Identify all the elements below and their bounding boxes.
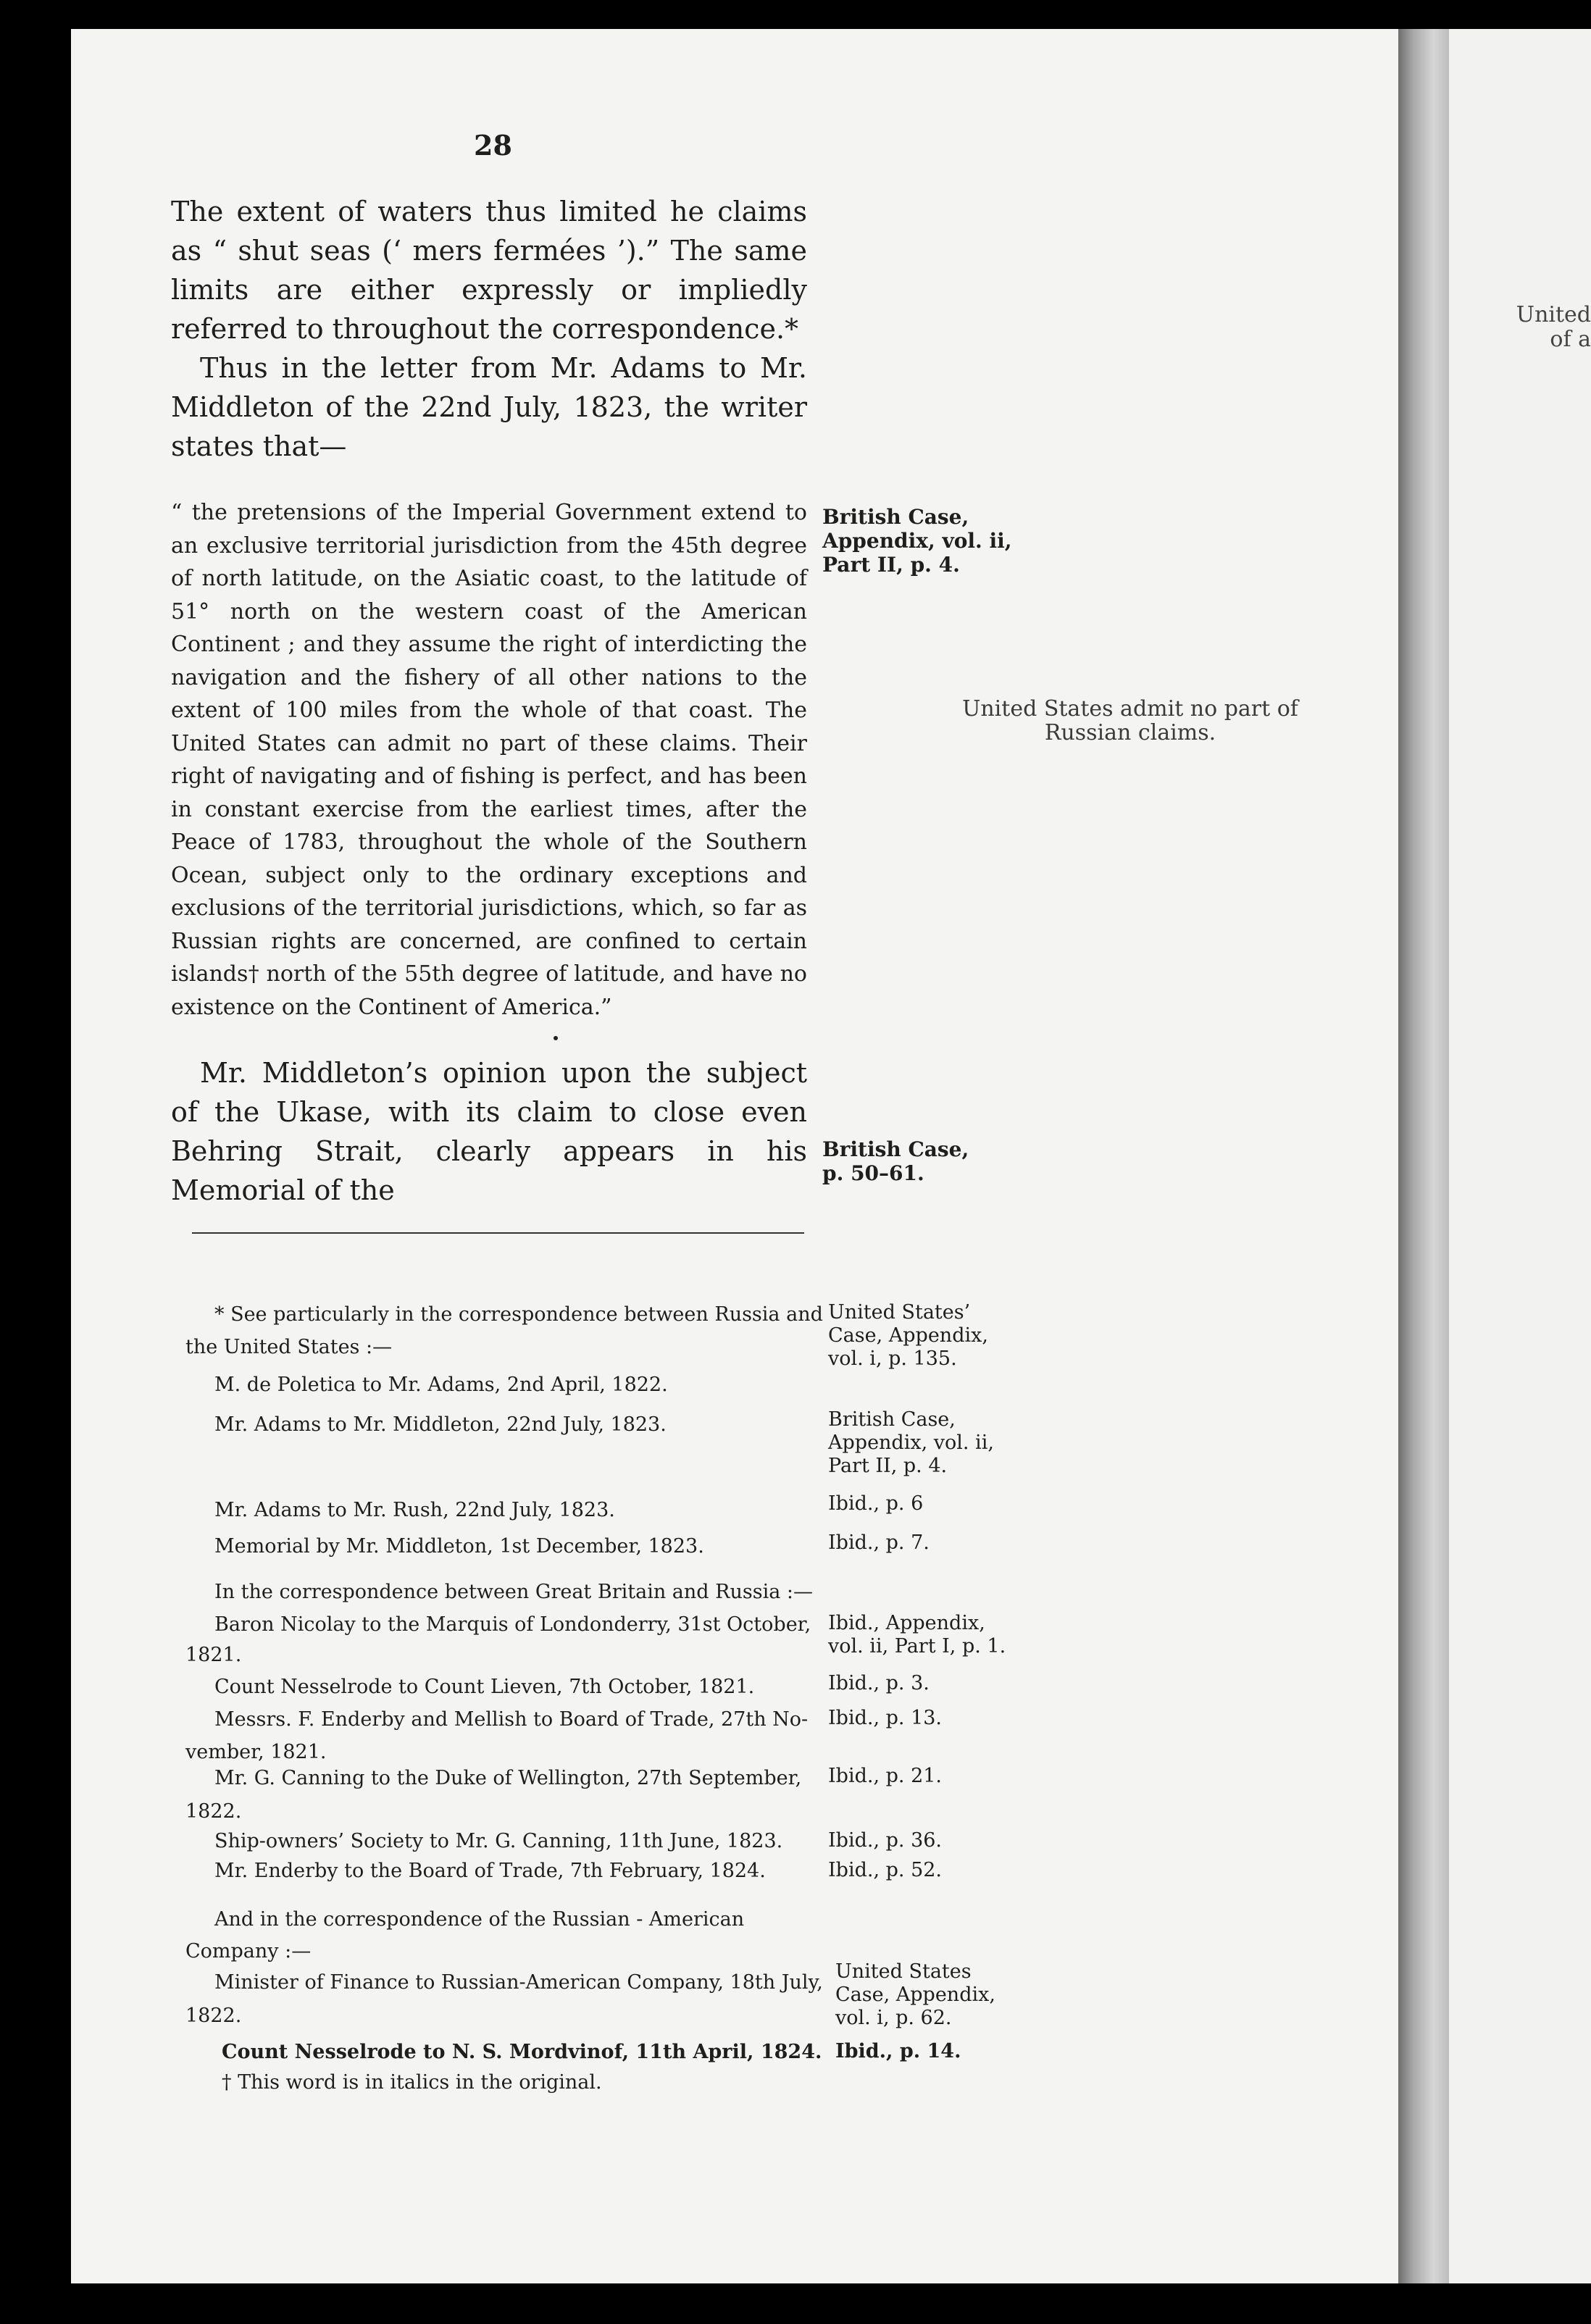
footnote-ref-2: British Case, Appendix, vol. ii, Part II, p. 4.: [828, 1408, 994, 1477]
footnote-ref-9: Ibid., p. 36.: [828, 1829, 943, 1852]
footnote-ref-10: Ibid., p. 52.: [828, 1859, 943, 1881]
footnote-rule: [192, 1232, 804, 1234]
adjacent-page: [1449, 29, 1591, 2283]
margin-note-us-admit: United States admit no part of Russian claims.: [962, 696, 1298, 745]
footnote-ref-5: Ibid., Appendix, vol. ii, Part I, p. 1.: [828, 1612, 1006, 1658]
footnote-11a: Minister of Finance to Russian-American Company, 18th July,: [214, 1971, 823, 1994]
footnote-12: Count Nesselrode to N. S. Mordvinof, 11th April, 1824.: [222, 2041, 822, 2063]
footnote-ref-6: Ibid., p. 3.: [828, 1672, 930, 1694]
footnote-8a: Mr. G. Canning to the Duke of Wellington, 27th September,: [214, 1767, 802, 1789]
main-text-top: [171, 192, 807, 466]
footnote-9: Ship-owners’ Society to Mr. G. Canning, 11th June, 1823.: [214, 1830, 783, 1852]
footnote-ref-7: Ibid., p. 13.: [828, 1707, 943, 1729]
footnote-dagger: † This word is in italics in the original.: [222, 2071, 602, 2094]
footnote-11b: 1822.: [185, 2005, 242, 2027]
footnote-ref-4: Ibid., p. 7.: [828, 1531, 930, 1554]
footnote-ref-1: United States’ Case, Appendix, vol. i, p. 135.: [828, 1301, 988, 1370]
footnote-7a: Messrs. F. Enderby and Mellish to Board of Trade, 27th No-: [214, 1708, 809, 1731]
footnote-intro-2: the United States :—: [185, 1336, 393, 1358]
footnote-ref-8: Ibid., p. 21.: [828, 1765, 943, 1787]
footnote-4: Memorial by Mr. Middleton, 1st December, 1823.: [214, 1535, 704, 1558]
footnote-5b: 1821.: [185, 1644, 242, 1666]
paragraph-3: [171, 1053, 807, 1210]
footnote-ra-intro-2: Company :—: [185, 1940, 312, 1963]
page-edge-shadow: [1398, 29, 1449, 2283]
adjacent-page-fragment: United of a: [1516, 302, 1591, 352]
quotation: “ the pretensions of the Imperial Government extend to an exclusive territorial jurisdiction from the 45th degree of north latitude, on the Asiatic coast, to the latitude of 51° north on the western coast of the American Continent ; and they assume the right of interdicting the navigation and the fishery of all other nations to the extent of 100 miles from the whole of that coast. The United States can admit no part of these claims. Their right of navigating and of fishing is perfect, and has been in constant exercise from the earliest times, after the Peace of 1783, throughout the whole of the Southern Ocean, subject only to the ordinary exceptions and exclusions of the territorial jurisdictions, which, so far as Russian rights are concerned, are confined to certain islands† north of the 55th degree of latitude, and have no existence on the Continent of America.”: [171, 500, 807, 1020]
footnote-8b: 1822.: [185, 1800, 242, 1823]
page-number: 28: [474, 129, 512, 162]
footnote-intro-1: * See particularly in the correspondence between Russia and: [214, 1303, 823, 1326]
footnote-ref-11: United States Case, Appendix, vol. i, p. 62.: [835, 1960, 995, 2029]
paragraph-2: Thus in the letter from Mr. Adams to Mr. Middleton of the 22nd July, 1823, the writer states that—: [171, 352, 807, 462]
footnote-2: Mr. Adams to Mr. Middleton, 22nd July, 1823.: [214, 1413, 667, 1436]
footnote-5a: Baron Nicolay to the Marquis of Londonderry, 31st October,: [214, 1613, 811, 1636]
footnote-7b: vember, 1821.: [185, 1741, 327, 1763]
paragraph-3-text: Mr. Middleton’s opinion upon the subject of the Ukase, with its claim to close even Behring Strait, clearly appears in his Memorial of the: [171, 1057, 807, 1206]
footnote-10: Mr. Enderby to the Board of Trade, 7th February, 1824.: [214, 1860, 766, 1882]
paragraph-1: The extent of waters thus limited he claims as “ shut seas (‘ mers fermées ’).” The same limits are either expressly or impliedly referred to throughout the correspondence.*: [171, 196, 807, 345]
footnote-3: Mr. Adams to Mr. Rush, 22nd July, 1823.: [214, 1499, 615, 1521]
margin-note-british-case-1: British Case, Appendix, vol. ii, Part II, p. 4.: [822, 505, 1012, 577]
footnote-gb-intro: In the correspondence between Great Britain and Russia :—: [214, 1581, 813, 1603]
footnote-ra-intro-1: And in the correspondence of the Russian - American: [214, 1908, 745, 1931]
margin-note-british-case-2: British Case, p. 50–61.: [822, 1137, 969, 1185]
section-mark: [554, 1036, 558, 1040]
footnote-6: Count Nesselrode to Count Lieven, 7th October, 1821.: [214, 1676, 755, 1698]
footnote-1: M. de Poletica to Mr. Adams, 2nd April, 1822.: [214, 1374, 668, 1396]
footnote-ref-12: Ibid., p. 14.: [835, 2040, 961, 2062]
footnote-ref-3: Ibid., p. 6: [828, 1492, 924, 1515]
